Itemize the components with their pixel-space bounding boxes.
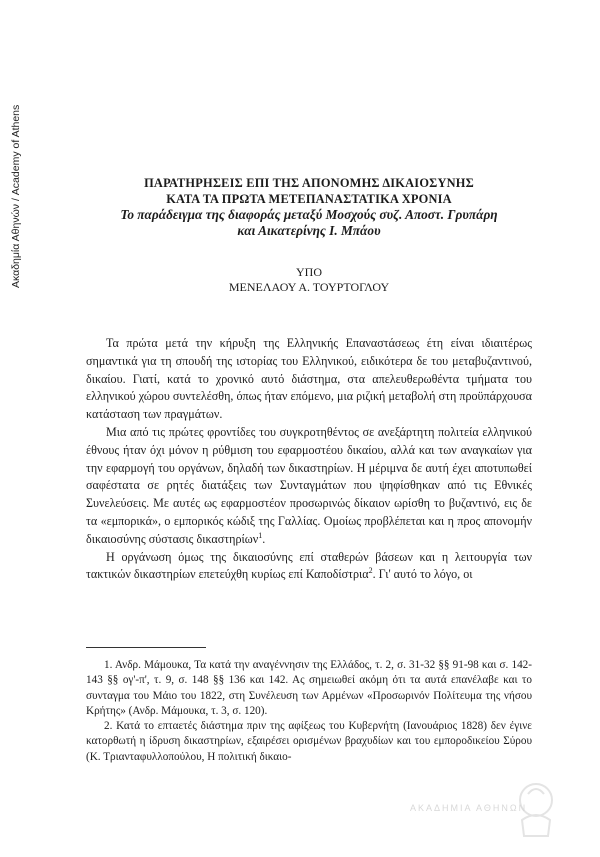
author-block (86, 265, 532, 295)
title-line-2: ΚΑΤΑ ΤΑ ΠΡΩΤΑ ΜΕΤΕΠΑΝΑΣΤΑΤΙΚΑ ΧΡΟΝΙΑ (166, 192, 452, 206)
archive-side-label (8, 40, 28, 290)
body-paragraph-3: Η οργάνωση όμως της δικαιοσύνης επί σταθερών βάσεων και η λειτουργία των τακτικών δικαστηρίων επετεύχθη κυρίως επί Καποδίστρια$^2$. Γι' αυτό το λόγο, οι (86, 549, 532, 582)
academy-watermark-text: ΑΚΑΔΗΜΙΑ ΑΘΗΝΩΝ (410, 803, 528, 813)
subtitle-line-2: και Αικατερίνης Ι. Μπάου (237, 223, 381, 238)
archive-label-text: Ακαδημία Αθηνών / Academy of Athens (10, 104, 22, 288)
article-subtitle (78, 207, 540, 239)
article-body (86, 335, 532, 584)
article-title (86, 175, 532, 207)
subtitle-line-1: Το παράδειγμα της διαφοράς μεταξύ Μοσχούς συζ. Αποστ. Γρυπάρη (120, 207, 498, 222)
footnote-1: 1. Ανδρ. Μάμουκα, Τα κατά την αναγέννησιν της Ελλάδος, τ. 2, σ. 31-32 §§ 91-98 και σ. 142-143 §§ ογ'-π', τ. 9, σ. 148 §§ 136 και 142. Ας σημειωθεί ακόμη ότι τα αυτά επανέλαβε και το συνταγμα του Μάιο του 1822, στη Συνέλευση των Αρμένων «Προσωρινόν Πολίτευμα της νήσου Κρήτης» (Ανδρ. Μάμουκα, τ. 3, σ. 120). (86, 659, 532, 717)
body-paragraph-2: Μια από τις πρώτες φροντίδες του συγκροτηθέντος σε ανεξάρτητη πολιτεία ελληνικού έθνους ήταν όχι μόνον η ρύθμιση του εφαρμοστέου δικαίου, αλλά και των αναγκαίων για την εφαρμογή του οργάνων, δηλαδή των δικαστηρίων. Η μέριμνα δε αυτή έχει αποτυπωθεί σαφέστατα σε ρητές διατάξεις των Συνταγμάτων που ψηφίσθηκαν από τις Εθνικές Συνελεύσεις. Με αυτές ως εφαρμοστέον προσωρινώς δίκαιον ωρίσθη το βυζαντινό, εις δε τα «εμπορικά», ο εμπορικός κώδιξ της Γαλλίας. Ομοίως προβλέπεται και η προς απονομήν δικαιοσύνης σύστασις δικαστηρίων$^1$. (86, 424, 532, 546)
footnote-ref-1[interactable]: 1 (258, 530, 263, 540)
author-name: ΜΕΝΕΛΑΟΥ Α. ΤΟΥΡΤΟΓΛΟΥ (228, 280, 390, 294)
body-paragraph-2-text: Μια από τις πρώτες φροντίδες του συγκροτηθέντος σε ανεξάρτητη πολιτεία ελληνικού έθνους ήταν όχι μόνον η ρύθμιση του εφαρμοστέου δικαίου, αλλά και των αναγκαίων για την εφαρμογή του οργάνων, δηλαδή των δικαστηρίων. Η μέριμνα δε αυτή έχει αποτυπωθεί σαφέστατα σε ρητές διατάξεις των Συνταγμάτων που ψηφίσθηκαν από τις Εθνικές Συνελεύσεις. Με αυτές ως εφαρμοστέον προσωρινώς δίκαιον ωρίσθη το βυζαντινό, εις δε τα «εμπορικά», ο εμπορικός κώδιξ της Γαλλίας. Ομοίως προβλέπεται και η προς απονομήν δικαιοσύνης σύστασις δικαστηρίων (86, 424, 532, 546)
body-paragraph-3-text: Η οργάνωση όμως της δικαιοσύνης επί σταθερών βάσεων και η λειτουργία των τακτικών δικαστηρίων επετεύχθη κυρίως επί Καποδίστρια (86, 549, 532, 582)
author-by: ΥΠΟ (296, 265, 322, 279)
footnote-2: 2. Κατά το επταετές διάστημα πριν της αφίξεως του Κυβερνήτη (Ιανουάριος 1828) δεν έγινε κατορθωτή η ίδρυση δικαστηρίων, εξαιρέσει ορισμένων βραχυδίων και του εμποροδικείου Σύρου (Κ. Τριανταφυλλοπούλου, Η πολιτική δικαιο- (86, 720, 532, 763)
footnotes-section (86, 647, 532, 765)
title-line-1: ΠΑΡΑΤΗΡΗΣΕΙΣ ΕΠΙ ΤΗΣ ΑΠΟΝΟΜΗΣ ΔΙΚΑΙΟΣΥΝΗΣ (144, 176, 474, 190)
body-paragraph-1: Τα πρώτα μετά την κήρυξη της Ελληνικής Επαναστάσεως έτη είναι ιδιαιτέρως σημαντικά για τη σπουδή της ιστορίας του Ελληνικού, ειδικότερα δε του μεταβυζαντινού, δικαίου. Γιατί, κατά το χρονικό αυτό διάστημα, στα απελευθερωθέντα τμήματα του ελληνικού χώρου συντελέσθη, όπως ήταν επόμενο, μια ριζική μεταβολή στη προϋπάρχουσα κατάσταση των πραγμάτων. (86, 336, 532, 422)
footnote-ref-2[interactable]: 2 (368, 566, 373, 576)
article-page (86, 175, 532, 584)
body-paragraph-3-tail: Γι' αυτό το λόγο, οι (375, 567, 473, 582)
